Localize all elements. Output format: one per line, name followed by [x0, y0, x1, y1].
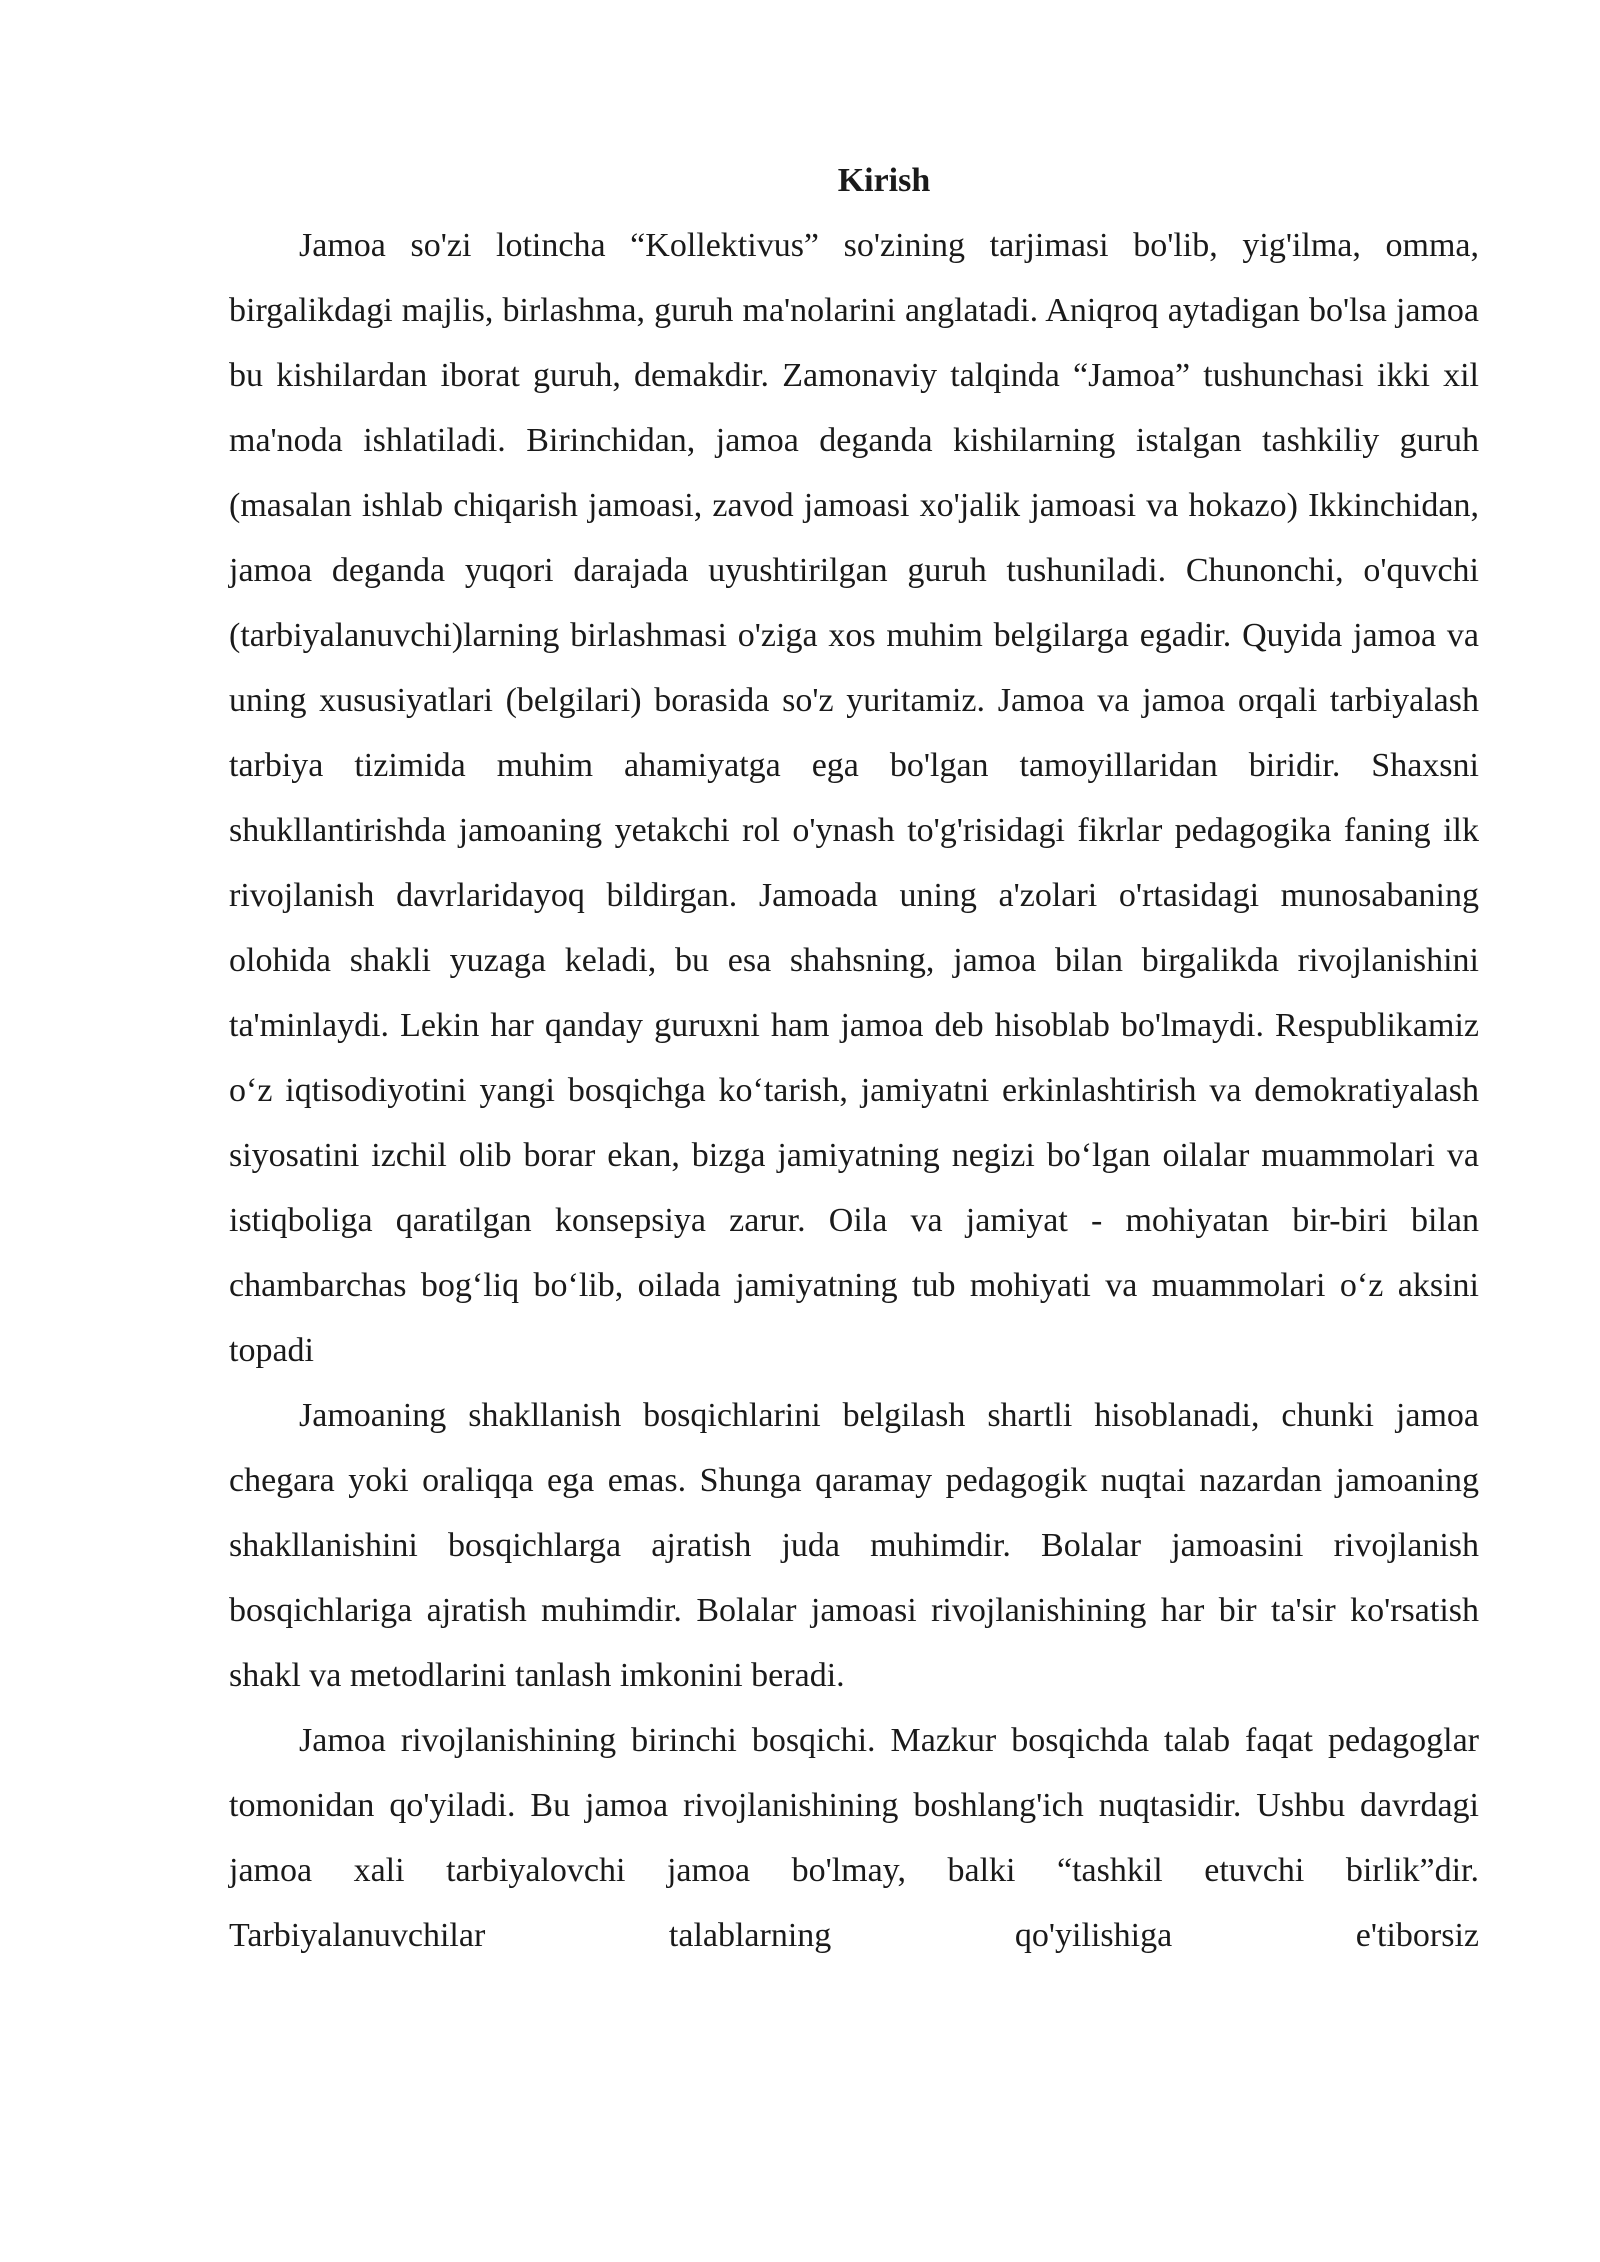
paragraph-1: Jamoa so'zi lotincha “Kollektivus” so'zining tarjimasi bo'lib, yig'ilma, omma, birgalikdagi majlis, birlashma, guruh ma'nolarini anglatadi. Aniqroq aytadigan bo'lsa jamoa bu kishilardan iborat guruh, demakdir. Zamonaviy talqinda “Jamoa” tushunchasi ikki xil ma'noda ishlatiladi. Birinchidan, jamoa deganda kishilarning istalgan tashkiliy guruh (masalan ishlab chiqarish jamoasi, zavod jamoasi xo'jalik jamoasi va hokazo) Ikkinchidan, jamoa deganda yuqori darajada uyushtirilgan guruh tushuniladi. Chunonchi, o'quvchi (tarbiyalanuvchi)larning birlashmasi o'ziga xos muhim belgilarga egadir. Quyida jamoa va uning xususiyatlari (belgilari) borasida so'z yuritamiz. Jamoa va jamoa orqali tarbiyalash tarbiya tizimida muhim ahamiyatga ega bo'lgan tamoyillaridan biridir. Shaxsni shukllantirishda jamoaning yetakchi rol o'ynash to'g'risidagi fikrlar pedagogika faning ilk rivojlanish davrlaridayoq bildirgan. Jamoada uning a'zolari o'rtasidagi munosabaning olohida shakli yuzaga keladi, bu esa shahsning, jamoa bilan birgalikda rivojlanishini ta'minlaydi. Lekin har qanday guruxni ham jamoa deb hisoblab bo'lmaydi. Respublikamiz o‘z iqtisodiyotini yangi bosqichga ko‘tarish, jamiyatni erkinlashtirish va demokratiyalash siyosatini izchil olib borar ekan, bizga jamiyatning negizi bo‘lgan oilalar muammolari va istiqboliga qaratilgan konsepsiya zarur. Oila va jamiyat - mohiyatan bir-biri bilan chambarchas bog‘liq bo‘lib, oilada jamiyatning tub mohiyati va muammolari o‘z aksini topadi [229, 227, 1479, 1369]
document-body [229, 148, 1479, 1968]
document-title: Kirish [837, 162, 931, 199]
paragraph-3: Jamoa rivojlanishining birinchi bosqichi. Mazkur bosqichda talab faqat pedagoglar tomonidan qo'yiladi. Bu jamoa rivojlanishining boshlang'ich nuqtasidir. Ushbu davrdagi jamoa xali tarbiyalovchi jamoa bo'lmay, balki “tashkil etuvchi birlik”dir. Tarbiyalanuvchilar talablarning qo'yilishiga e'tiborsiz [229, 1722, 1479, 1954]
paragraph-2: Jamoaning shakllanish bosqichlarini belgilash shartli hisoblanadi, chunki jamoa chegara yoki oraliqqa ega emas. Shunga qaramay pedagogik nuqtai nazardan jamoaning shakllanishini bosqichlarga ajratish juda muhimdir. Bolalar jamoasini rivojlanish bosqichlariga ajratish muhimdir. Bolalar jamoasi rivojlanishining har bir ta'sir ko'rsatish shakl va metodlarini tanlash imkonini beradi. [229, 1397, 1479, 1694]
